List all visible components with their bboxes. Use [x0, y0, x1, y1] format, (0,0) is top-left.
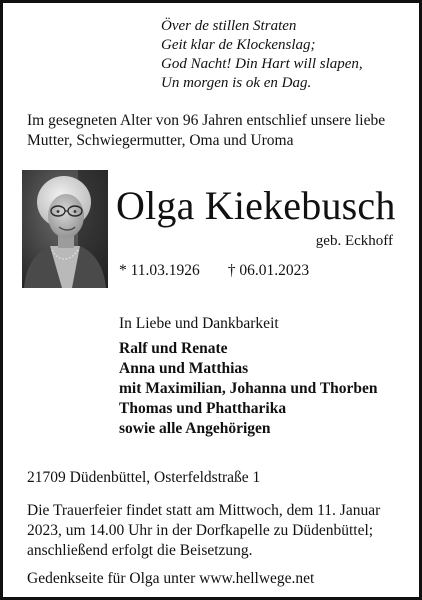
poem-line: God Nacht! Din Hart will slapen,: [161, 56, 363, 72]
intro-text: [27, 111, 405, 151]
mourner-line: sowie alle Angehörigen: [119, 420, 271, 437]
funeral-line: Die Trauerfeier findet statt am Mittwoch, dem 11. Januar: [27, 502, 381, 519]
portrait-photo: [22, 170, 108, 288]
poem-line: Över de stillen Straten: [161, 18, 297, 34]
intro-line: Mutter, Schwiegermutter, Oma und Uroma: [27, 132, 294, 149]
life-dates: [119, 261, 309, 281]
funeral-info: [27, 501, 407, 561]
mourner-line: Thomas und Phattharika: [119, 400, 287, 417]
memorial-page-link[interactable]: Gedenkseite für Olga unter www.hellwege.net: [27, 570, 315, 587]
mourner-line: mit Maximilian, Johanna und Thorben: [119, 380, 378, 397]
address: 21709 Düdenbüttel, Osterfeldstraße 1: [27, 469, 261, 486]
mourner-line: Ralf und Renate: [119, 340, 228, 357]
funeral-line: anschließend erfolgt die Beisetzung.: [27, 542, 253, 559]
death-date: † 06.01.2023: [227, 262, 310, 279]
mourners-list: [119, 339, 378, 439]
maiden-name: geb. Eckhoff: [315, 233, 393, 249]
poem: [161, 17, 411, 93]
mourner-line: Anna und Matthias: [119, 360, 249, 377]
greeting: In Liebe und Dankbarkeit: [119, 315, 279, 332]
poem-line: Un morgen is ok en Dag.: [161, 75, 312, 91]
funeral-line: 2023, um 14.00 Uhr in der Dorfkapelle zu Düdenbüttel;: [27, 522, 374, 539]
deceased-name: Olga Kiekebusch: [116, 183, 396, 228]
intro-line: Im gesegneten Alter von 96 Jahren entschlief unsere liebe: [27, 112, 386, 129]
birth-date: * 11.03.1926: [119, 262, 200, 279]
poem-line: Geit klar de Klockenslag;: [161, 37, 316, 53]
